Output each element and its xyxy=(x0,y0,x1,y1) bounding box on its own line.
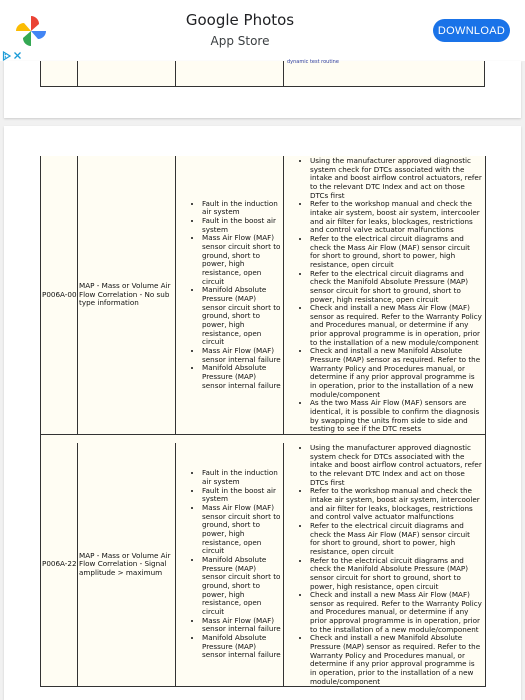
ad-banner[interactable] xyxy=(0,0,525,61)
action-list xyxy=(284,157,482,434)
list-item: • Mass Air Flow (MAF) sensor circuit short to ground, short to power, high resistance, open circuit xyxy=(202,504,281,556)
list-item: • Using the manufacturer approved diagnostic system check for DTCs associated with the intake and boost airflow control actuators, refer to the relevant DTC Index and act on those DTCs first xyxy=(310,157,482,200)
column-divider xyxy=(77,61,78,86)
action-cell xyxy=(284,156,485,434)
list-item: • Refer to the workshop manual and check the intake air system, boost air system, intercooler and air filter for leaks, blockages, restrictions and control valve actuator malfunctions xyxy=(310,487,482,522)
list-item: • Manifold Absolute Pressure (MAP) sensor internal failure xyxy=(202,364,281,390)
action-cell xyxy=(284,443,485,686)
list-item: • Refer to the electrical circuit diagrams and check the Mass Air Flow (MAF) sensor circuit for short to ground, short to power, high resistance, open circuit xyxy=(310,522,482,557)
dtc-code: P006A-22 xyxy=(42,559,77,569)
previous-row-background xyxy=(40,61,484,86)
close-icon[interactable] xyxy=(13,51,22,60)
action-list xyxy=(284,444,482,686)
list-item: • Refer to the electrical circuit diagrams and check the Manifold Absolute Pressure (MAP) sensor circuit for short to ground, short to power, high resistance, open circuit xyxy=(310,557,482,592)
list-item: • Refer to the workshop manual and check the intake air system, boost air system, intercooler and air filter for leaks, blockages, restrictions and control valve actuator malfunctions xyxy=(310,200,482,235)
list-item: • Mass Air Flow (MAF) sensor circuit short to ground, short to power, high resistance, open circuit xyxy=(202,234,281,286)
ad-subtitle: App Store xyxy=(210,34,270,48)
dtc-description-cell xyxy=(78,156,176,434)
list-item: • Mass Air Flow (MAF) sensor internal failure xyxy=(202,617,281,634)
dtc-code-cell xyxy=(41,443,78,686)
row-divider xyxy=(40,86,485,87)
list-item: • Fault in the boost air system xyxy=(202,217,281,234)
possible-causes-list xyxy=(176,200,281,390)
list-item: • As the two Mass Air Flow (MAF) sensors are identical, it is possible to confirm the diagnosis by swapping the units from side to side and testing to see if the DTC resets xyxy=(310,399,482,434)
dtc-code: P006A-00 xyxy=(42,289,77,299)
previous-table-card xyxy=(4,61,521,118)
table-row xyxy=(41,435,485,687)
ad-title[interactable]: Google Photos xyxy=(185,11,295,29)
list-item: • Using the manufacturer approved diagnostic system check for DTCs associated with the intake and boost airflow control actuators, refer to the relevant DTC Index and act on those DTCs first xyxy=(310,444,482,487)
dtc-code-cell xyxy=(41,156,78,434)
column-divider xyxy=(40,61,41,86)
list-item: • Check and install a new Mass Air Flow (MAF) sensor as required. Refer to the Warranty Policy and Procedures manual, or determine if any prior approval programme is in operation, prior to the installation of a new module/component xyxy=(310,304,482,347)
clipped-action-text: dynamic test routine xyxy=(287,59,339,65)
ad-choices-icon[interactable] xyxy=(2,51,11,61)
list-item: • Manifold Absolute Pressure (MAP) sensor circuit short to ground, short to power, high resistance, open circuit xyxy=(202,286,281,347)
list-item: • Fault in the boost air system xyxy=(202,487,281,504)
list-item: • Mass Air Flow (MAF) sensor internal failure xyxy=(202,347,281,364)
column-divider xyxy=(283,61,284,86)
list-item: • Check and install a new Mass Air Flow (MAF) sensor as required. Refer to the Warranty Policy and Procedures manual, or determine if any prior approval programme is in operation, prior to the installation of a new module/component xyxy=(310,591,482,634)
table-row xyxy=(41,156,485,435)
possible-causes-cell xyxy=(176,443,284,686)
column-divider xyxy=(484,61,485,86)
dtc-description: MAP - Mass or Volume Air Flow Correlation - No sub type information xyxy=(79,281,171,308)
column-divider xyxy=(175,61,176,86)
possible-causes-cell xyxy=(176,156,284,434)
possible-causes-list xyxy=(176,469,281,659)
dtc-table-card xyxy=(4,126,521,700)
list-item: • Fault in the induction air system xyxy=(202,200,281,217)
list-item: • Check and install a new Manifold Absolute Pressure (MAP) sensor as required. Refer to the Warranty Policy and Procedures manual, or determine if any prior approval programme is in operation, prior to the installation of a new module/component xyxy=(310,634,482,686)
list-item: • Check and install a new Manifold Absolute Pressure (MAP) sensor as required. Refer to the Warranty Policy and Procedures manual, or determine if any prior approval programme is in operation, prior to the installation of a new module/component xyxy=(310,347,482,399)
list-item: • Fault in the induction air system xyxy=(202,469,281,486)
dtc-table xyxy=(40,156,486,687)
list-item: • Manifold Absolute Pressure (MAP) sensor circuit short to ground, short to power, high resistance, open circuit xyxy=(202,556,281,617)
dtc-description-cell xyxy=(78,443,176,686)
list-item: • Refer to the electrical circuit diagrams and check the Manifold Absolute Pressure (MAP) sensor circuit for short to ground, short to power, high resistance, open circuit xyxy=(310,270,482,305)
list-item: • Manifold Absolute Pressure (MAP) sensor internal failure xyxy=(202,634,281,660)
ad-choices[interactable] xyxy=(2,50,22,61)
download-button[interactable]: DOWNLOAD xyxy=(433,19,510,42)
list-item: • Refer to the electrical circuit diagrams and check the Mass Air Flow (MAF) sensor circuit for short to ground, short to power, high resistance, open circuit xyxy=(310,235,482,270)
dtc-description: MAP - Mass or Volume Air Flow Correlation - Signal amplitude > maximum xyxy=(79,550,171,578)
